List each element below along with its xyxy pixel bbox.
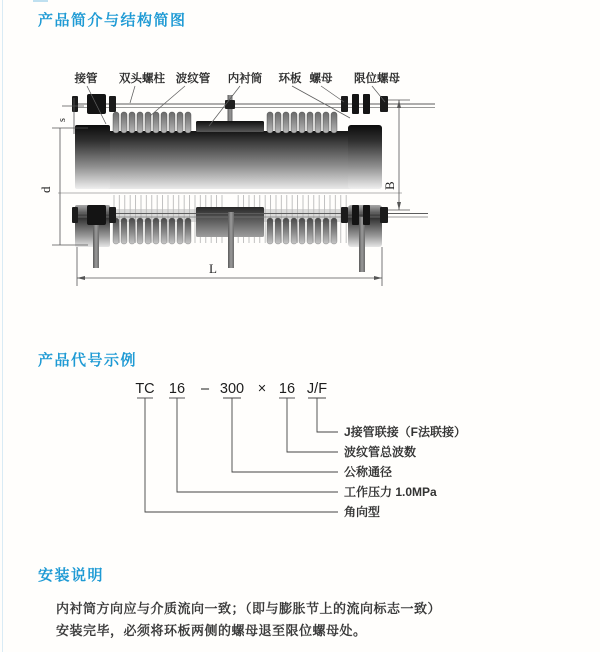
product-code-example-diagram bbox=[0, 375, 600, 540]
section-title-product-intro: 产品简介与结构简图 bbox=[38, 12, 187, 29]
part-label-huanban: 环板 bbox=[278, 73, 302, 85]
dimension-B bbox=[388, 100, 410, 210]
legend-angular-type: 角向型 bbox=[344, 505, 381, 519]
legend-nominal-diameter: 公称通径 bbox=[344, 465, 393, 479]
part-label-xianweiluomu: 限位螺母 bbox=[354, 73, 400, 85]
code-part-type: TC bbox=[135, 381, 155, 397]
code-separator-times: × bbox=[257, 381, 267, 397]
installation-note-flow-direction: 内衬筒方向应与介质流向一致；（即与膨胀节上的流向标志一致） bbox=[56, 601, 442, 616]
code-part-connection: J/F bbox=[306, 381, 328, 397]
arrow-L-left bbox=[77, 276, 85, 280]
part-label-luomu: 螺母 bbox=[309, 73, 333, 85]
arrow-B-bottom bbox=[397, 202, 401, 210]
page-top-artifact bbox=[33, 0, 48, 2]
pipe-end-left bbox=[75, 125, 110, 189]
code-part-pressure: 16 bbox=[168, 381, 186, 397]
dim-label-s: s bbox=[57, 118, 68, 122]
expansion-joint-structure-diagram bbox=[0, 62, 600, 314]
bellows-body-top bbox=[105, 131, 355, 189]
part-label-neichentong: 内衬筒 bbox=[227, 73, 263, 85]
code-separator-dash: – bbox=[200, 381, 210, 397]
section-title-installation: 安装说明 bbox=[38, 567, 105, 584]
code-parts bbox=[135, 381, 327, 397]
part-labels bbox=[74, 71, 401, 85]
arrow-L-right bbox=[374, 276, 382, 280]
part-label-bowenguan: 波纹管 bbox=[175, 73, 211, 85]
inner-liner-top bbox=[196, 121, 264, 132]
dim-label-L: L bbox=[209, 261, 217, 276]
section-title-product-code: 产品代号示例 bbox=[38, 352, 138, 369]
code-connectors bbox=[145, 398, 338, 512]
legend-connection: J接管联接（F法联接） bbox=[344, 425, 467, 439]
dim-label-B: B bbox=[382, 181, 397, 190]
part-label-shuangtouluozhu: 双头螺柱 bbox=[119, 73, 165, 85]
legend-working-pressure: 工作压力 1.0MPa bbox=[344, 485, 437, 499]
code-legend bbox=[344, 424, 466, 519]
code-part-waves: 16 bbox=[278, 381, 296, 397]
dim-label-d: d bbox=[38, 186, 53, 193]
code-part-diameter: 300 bbox=[219, 381, 245, 397]
legend-wave-count: 波纹管总波数 bbox=[344, 445, 417, 459]
installation-note-nut-position: 安装完毕，必须将环板两侧的螺母退至限位螺母处。 bbox=[56, 623, 367, 638]
pipe-end-right bbox=[348, 125, 382, 189]
part-label-jieguan: 接管 bbox=[74, 73, 98, 85]
